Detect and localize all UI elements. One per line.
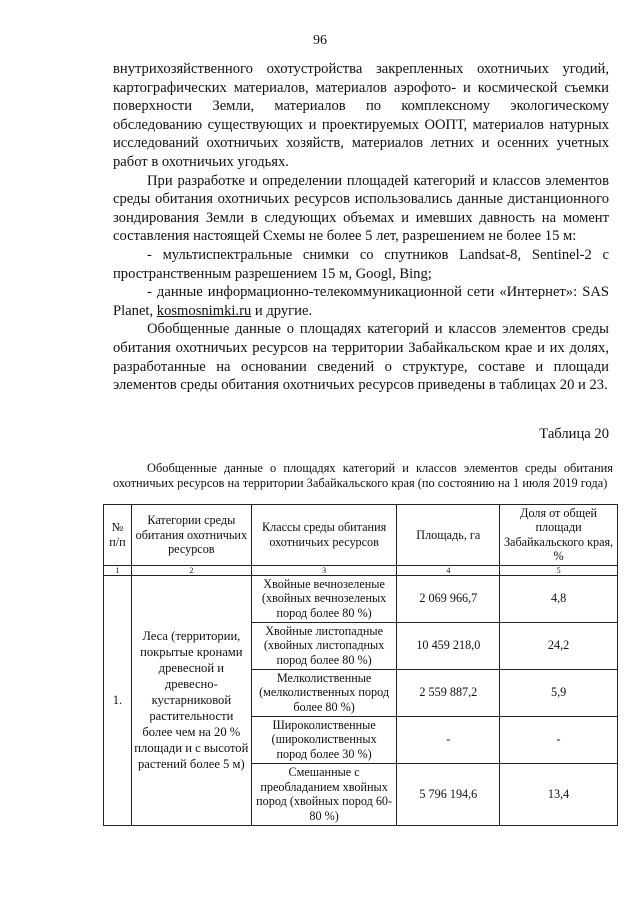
class-cell: Смешанные с преобладанием хвойных пород (хвойных пород 60-80 %) bbox=[251, 763, 397, 825]
column-number: 5 bbox=[500, 565, 618, 575]
header-category: Категории среды обитания охотничьих ресурсов bbox=[131, 505, 251, 566]
area-cell: 2 069 966,7 bbox=[397, 575, 500, 622]
table-header-row bbox=[104, 505, 618, 566]
header-share: Доля от общей площади Забайкальского края, % bbox=[500, 505, 618, 566]
column-number: 1 bbox=[104, 565, 132, 575]
table-label: Таблица 20 bbox=[539, 426, 609, 442]
area-cell: 10 459 218,0 bbox=[397, 622, 500, 669]
column-number: 2 bbox=[131, 565, 251, 575]
share-cell: 4,8 bbox=[500, 575, 618, 622]
internet-text-after: и другие. bbox=[251, 302, 313, 319]
class-cell: Широколиственные (широколиственных пород более 30 %) bbox=[251, 716, 397, 763]
class-cell: Хвойные вечнозеленые (хвойных вечнозеленых пород более 80 %) bbox=[251, 575, 397, 622]
page-number: 96 bbox=[313, 33, 327, 48]
area-cell: 5 796 194,6 bbox=[397, 763, 500, 825]
area-cell: - bbox=[397, 716, 500, 763]
column-numbers-row bbox=[104, 565, 618, 575]
internet-text-before: - данные информационно-телекоммуникационной сети «Интернет»: SAS Planet, bbox=[113, 284, 609, 319]
paragraph-continuation: внутрихозяйственного охотустройства закрепленных охотничьих угодий, картографических материалов, материалов аэрофото- и космической съемки поверхности Земли, материалов по комплексному экологическому обследованию существующих и проектируемых ООПТ, материалов натурных исследований охотничьих хозяйств, материалов летних и осенних учетных работ в охотничьих угодьях. bbox=[113, 61, 609, 170]
area-cell: 2 559 887,2 bbox=[397, 669, 500, 716]
header-class: Классы среды обитания охотничьих ресурсов bbox=[251, 505, 397, 566]
paragraph-summary: Обобщенные данные о площадях категорий и классов элементов среды обитания охотничьих ресурсов на территории Забайкальском крае и их долях, разработанные на основании сведений о структуре, составе и площади элементов среды обитания охотничьих ресурсов приведены в таблицах 20 и 23. bbox=[113, 321, 609, 394]
share-cell: 13,4 bbox=[500, 763, 618, 825]
column-number: 3 bbox=[251, 565, 397, 575]
column-number: 4 bbox=[397, 565, 500, 575]
class-cell: Хвойные листопадные (хвойных листопадных пород более 80 %) bbox=[251, 622, 397, 669]
table-row bbox=[104, 575, 618, 622]
share-cell: 5,9 bbox=[500, 669, 618, 716]
header-number: № п/п bbox=[104, 505, 132, 566]
category-cell: Леса (территории, покрытые кронами древесной и древесно-кустарниковой растительности более чем на 20 % площади и с высотой растений более 5 м) bbox=[131, 575, 251, 825]
share-cell: 24,2 bbox=[500, 622, 618, 669]
list-item-satellite: - мультиспектральные снимки со спутников Landsat-8, Sentinel-2 с пространственным разрешением 15 м, Googl, Bing; bbox=[113, 246, 609, 282]
paragraph-methods: При разработке и определении площадей категорий и классов элементов среды обитания охотничьих ресурсов использовались данные дистанционного зондирования Земли в следующих объемах и имевших давность на момент составления настоящей Схемы не более 5 лет, разрешением не более 15 м: bbox=[113, 172, 609, 245]
kosmosnimki-link[interactable]: kosmosnimki.ru bbox=[156, 302, 252, 319]
share-cell: - bbox=[500, 716, 618, 763]
body-text bbox=[113, 60, 609, 395]
row-number: 1. bbox=[104, 575, 132, 825]
class-cell: Мелколиственные (мелколиственных пород более 80 %) bbox=[251, 669, 397, 716]
list-item-internet bbox=[113, 283, 609, 320]
header-area: Площадь, га bbox=[397, 505, 500, 566]
table-caption: Обобщенные данные о площадях категорий и классов элементов среды обитания охотничьих ресурсов на территории Забайкальского края (по состоянию на 1 июля 2019 года) bbox=[113, 461, 613, 491]
habitat-area-table bbox=[103, 504, 618, 826]
